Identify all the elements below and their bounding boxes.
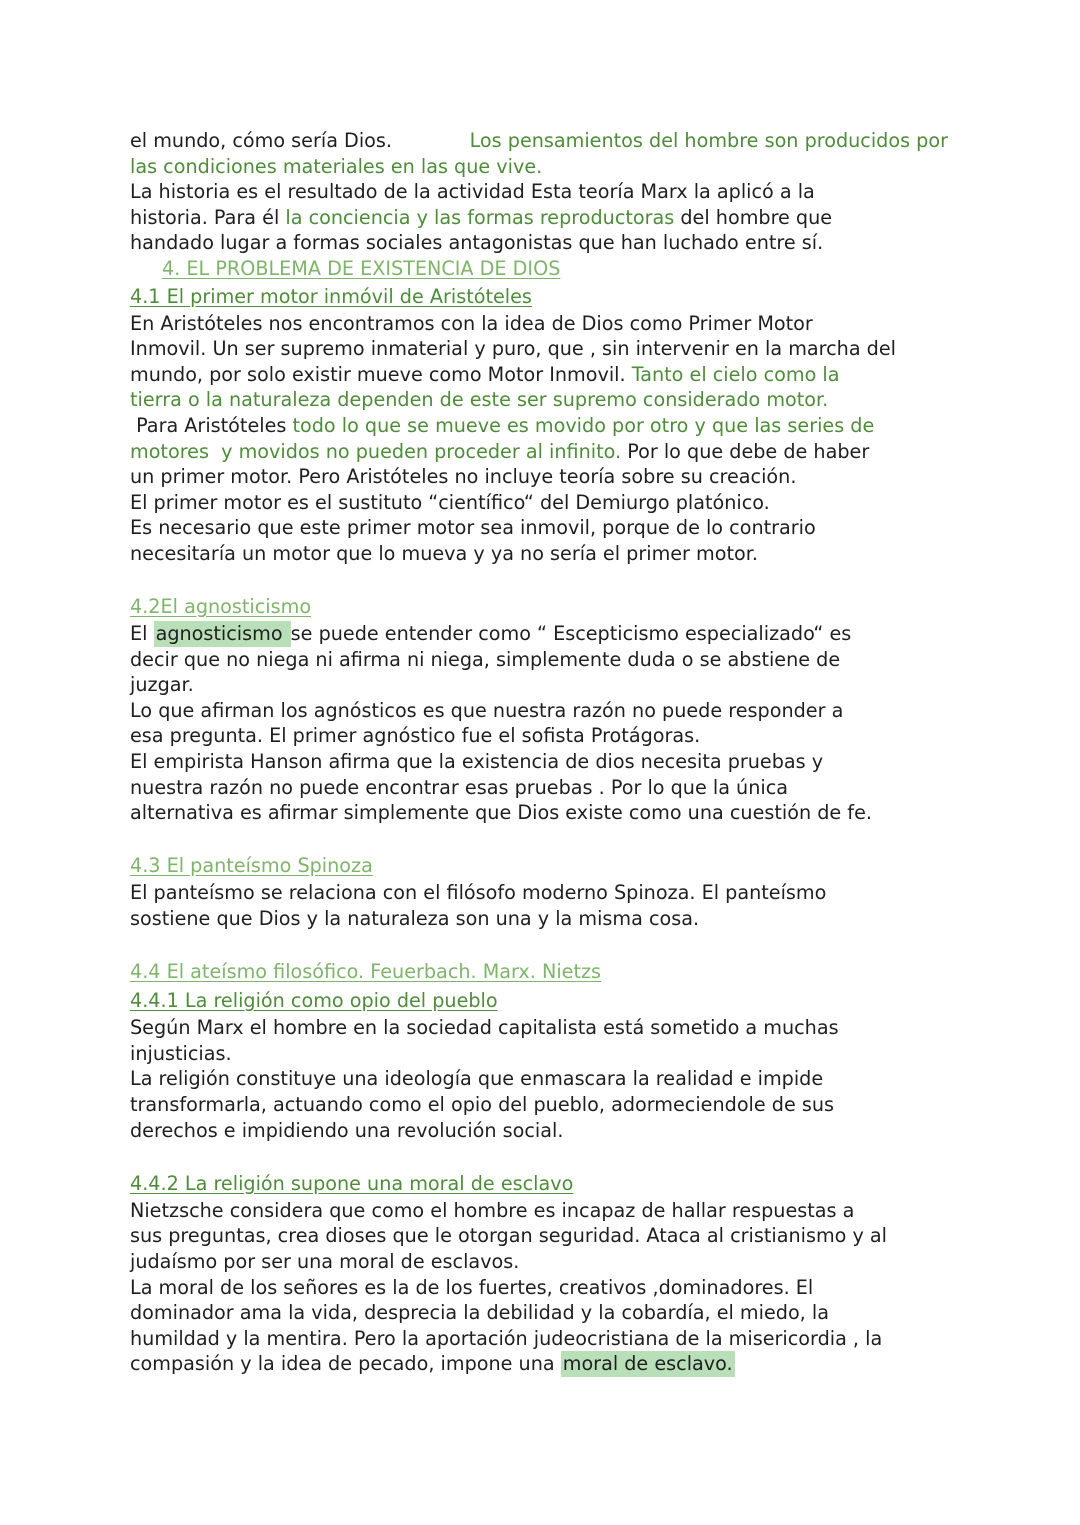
text-line bbox=[130, 230, 948, 256]
subsection-title: 4.4.2 La religión supone una moral de esclavo bbox=[130, 1171, 574, 1195]
text-span: transformarla, actuando como el opio del pueblo, adormeciendole de sus bbox=[130, 1093, 835, 1116]
text-line bbox=[130, 439, 948, 465]
subsection-heading bbox=[130, 592, 948, 621]
text-span: dominador ama la vida, desprecia la debilidad y la cobardía, el miedo, la bbox=[130, 1301, 829, 1325]
highlighted-term: agnosticismo bbox=[155, 622, 289, 646]
text-span: La religión constituye una ideología que enmascara la realidad e impide bbox=[130, 1067, 824, 1091]
text-span: se puede entender como “ Escepticismo especializado“ es bbox=[290, 622, 852, 646]
text-line bbox=[130, 1015, 948, 1041]
text-span: Inmovil. Un ser supremo inmaterial y puro, que , sin intervenir en la marcha del bbox=[130, 337, 897, 361]
text-line bbox=[130, 1066, 948, 1092]
text-span: La moral de los señores es la de los fuertes, creativos ,dominadores. El bbox=[130, 1275, 814, 1299]
green-emphasis: todo lo que se mueve es movido por otro y que las series de bbox=[292, 413, 875, 437]
paragraph-gap bbox=[130, 932, 948, 958]
text-span: El primer motor es el sustituto “científico“ del Demiurgo platónico. bbox=[130, 490, 770, 514]
text-line bbox=[130, 672, 948, 698]
text-span: alternativa es afirmar simplemente que Dios existe como una cuestión de fe. bbox=[130, 801, 872, 825]
text-span: La historia es el resultado de la actividad Esta teoría Marx la aplicó a la bbox=[130, 180, 815, 204]
green-emphasis: las condiciones materiales en las que vive. bbox=[130, 154, 543, 178]
subsection-title: 4.3 El panteísmo Spinoza bbox=[130, 854, 373, 878]
text-line bbox=[130, 1198, 948, 1224]
text-span: judaísmo por ser una moral de esclavos. bbox=[130, 1249, 520, 1273]
text-line bbox=[130, 413, 948, 439]
text-span: nuestra razón no puede encontrar esas pruebas . Por lo que la única bbox=[130, 775, 789, 799]
green-emphasis: tierra o la naturaleza dependen de este ser supremo considerado motor. bbox=[130, 388, 829, 412]
text-line bbox=[130, 154, 948, 180]
text-line bbox=[130, 1249, 948, 1275]
text-line bbox=[130, 311, 948, 337]
text-span: sus preguntas, crea dioses que le otorgan seguridad. Ataca al cristianismo y al bbox=[130, 1224, 888, 1248]
text-line bbox=[130, 1275, 948, 1301]
green-emphasis: motores y movidos no pueden proceder al infinito. bbox=[130, 439, 622, 463]
text-line bbox=[130, 1351, 948, 1377]
text-line bbox=[130, 490, 948, 516]
paragraph-gap bbox=[130, 1143, 948, 1169]
text-line bbox=[130, 1118, 948, 1144]
text-line bbox=[130, 621, 948, 647]
text-line bbox=[130, 1326, 948, 1352]
text-line bbox=[130, 515, 948, 541]
text-span: Para Aristóteles bbox=[130, 413, 293, 437]
text-span: historia. Para él bbox=[130, 205, 286, 229]
highlighted-term: moral de esclavo. bbox=[562, 1352, 733, 1376]
text-line bbox=[130, 800, 948, 826]
text-line bbox=[130, 128, 948, 154]
text-span: mundo, por solo existir mueve como Motor Inmovil. bbox=[130, 362, 632, 386]
text-line bbox=[130, 179, 948, 205]
green-emphasis: Los pensamientos del hombre son producidos por bbox=[469, 129, 948, 152]
subsection-title: 4.1 El primer motor inmóvil de Aristóteles bbox=[130, 284, 532, 308]
text-span: necesitaría un motor que lo mueva y ya no sería el primer motor. bbox=[130, 541, 758, 565]
subsection-heading bbox=[130, 851, 948, 880]
paragraph-gap bbox=[130, 567, 948, 593]
text-line bbox=[130, 647, 948, 673]
text-span: Por lo que debe de haber bbox=[621, 439, 870, 463]
text-line bbox=[130, 906, 948, 932]
text-span: handado lugar a formas sociales antagonistas que han luchado entre sí. bbox=[130, 231, 824, 255]
text-span: del hombre que bbox=[674, 205, 833, 229]
section-heading bbox=[130, 256, 948, 282]
text-span: el mundo, cómo sería Dios. bbox=[130, 129, 399, 152]
green-emphasis: la conciencia y las formas reproductoras bbox=[285, 205, 675, 229]
subsection-heading bbox=[130, 1169, 948, 1198]
text-span: humildad y la mentira. Pero la aportación judeocristiana de la misericordia , la bbox=[130, 1326, 883, 1350]
green-emphasis: Tanto el cielo como la bbox=[631, 362, 840, 386]
text-line bbox=[130, 723, 948, 749]
text-span: El empirista Hanson afirma que la existencia de dios necesita pruebas y bbox=[130, 750, 824, 774]
text-line bbox=[130, 336, 948, 362]
text-line bbox=[130, 1223, 948, 1249]
subsection-heading bbox=[130, 282, 948, 311]
text-line bbox=[130, 698, 948, 724]
section-title: 4. EL PROBLEMA DE EXISTENCIA DE DIOS bbox=[162, 256, 561, 280]
text-span: un primer motor. Pero Aristóteles no incluye teoría sobre su creación. bbox=[130, 465, 797, 489]
text-span: injusticias. bbox=[130, 1041, 232, 1065]
text-span: Nietzsche considera que como el hombre es incapaz de hallar respuestas a bbox=[130, 1198, 855, 1222]
subsection-title: 4.2El agnosticismo bbox=[130, 595, 312, 619]
text-span: Es necesario que este primer motor sea inmovil, porque de lo contrario bbox=[130, 516, 816, 540]
paragraph-gap bbox=[130, 826, 948, 852]
text-span: Según Marx el hombre en la sociedad capitalista está sometido a muchas bbox=[130, 1016, 839, 1040]
text-line bbox=[130, 749, 948, 775]
text-span: compasión y la idea de pecado, impone una bbox=[130, 1352, 561, 1376]
subsection-heading bbox=[130, 957, 948, 986]
text-span: El panteísmo se relaciona con el filósofo moderno Spinoza. El panteísmo bbox=[130, 881, 827, 905]
text-span: En Aristóteles nos encontramos con la idea de Dios como Primer Motor bbox=[130, 311, 813, 335]
text-span: Lo que afirman los agnósticos es que nuestra razón no puede responder a bbox=[130, 698, 844, 722]
text-line bbox=[130, 362, 948, 388]
text-line bbox=[130, 1300, 948, 1326]
text-line bbox=[130, 880, 948, 906]
text-line bbox=[130, 205, 948, 231]
document-body bbox=[130, 128, 948, 1377]
text-span: El bbox=[130, 622, 154, 646]
text-span: juzgar. bbox=[130, 673, 194, 697]
subsection-title: 4.4 El ateísmo filosófico. Feuerbach. Marx. Nietzs bbox=[130, 960, 602, 984]
text-line bbox=[130, 1041, 948, 1067]
text-line bbox=[130, 464, 948, 490]
text-span: decir que no niega ni afirma ni niega, simplemente duda o se abstiene de bbox=[130, 647, 841, 671]
subsection-heading bbox=[130, 986, 948, 1015]
text-span: sostiene que Dios y la naturaleza son una y la misma cosa. bbox=[130, 907, 700, 931]
text-line bbox=[130, 775, 948, 801]
text-line bbox=[130, 1092, 948, 1118]
text-line bbox=[130, 387, 948, 413]
text-span: derechos e impidiendo una revolución social. bbox=[130, 1118, 564, 1142]
text-span: esa pregunta. El primer agnóstico fue el sofista Protágoras. bbox=[130, 724, 701, 748]
text-line bbox=[130, 541, 948, 567]
subsection-title: 4.4.1 La religión como opio del pueblo bbox=[130, 989, 498, 1013]
